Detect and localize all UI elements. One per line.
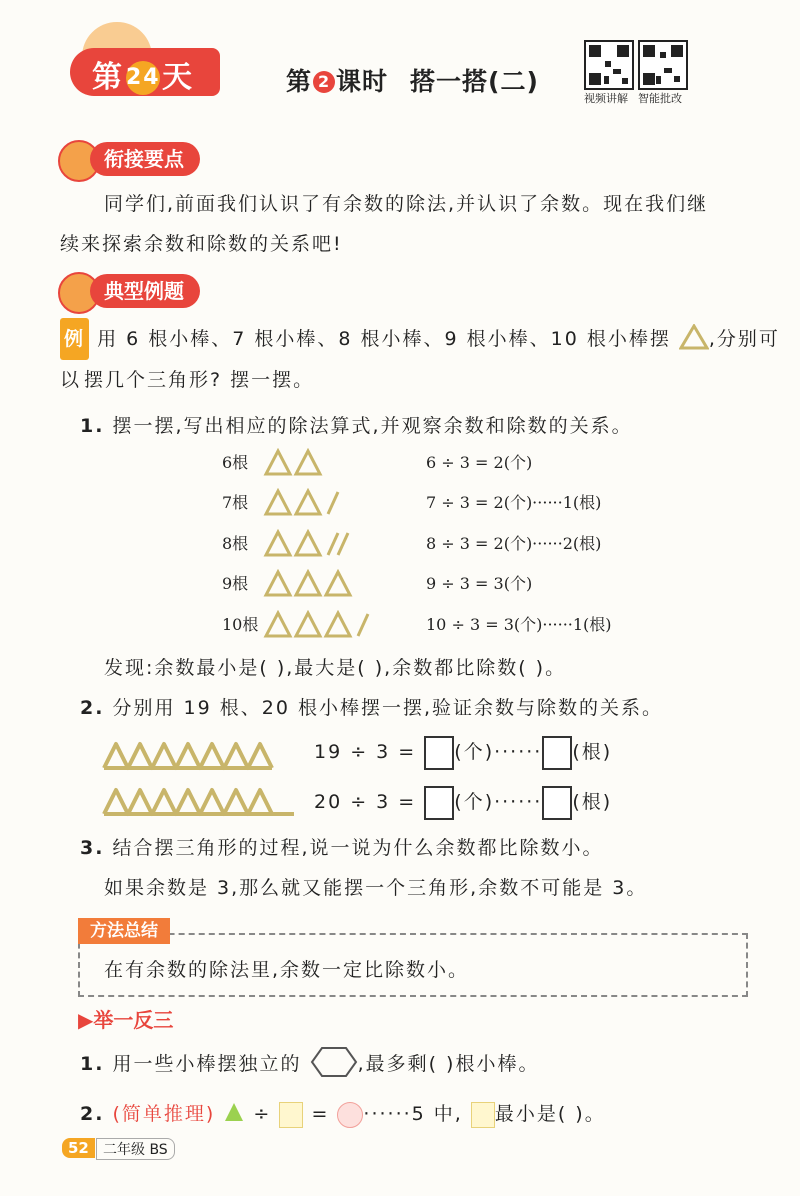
qr-label-grading: 智能批改 [638, 92, 682, 105]
triangle-shape-icon [223, 1101, 245, 1123]
lesson-name: 搭一搭(二) [410, 67, 539, 96]
qr-code-grading[interactable] [638, 40, 688, 90]
lesson-title: 第 2 课时 搭一搭(二) [286, 67, 539, 96]
example-badge: 例 [60, 318, 89, 360]
stick-triangle [266, 613, 290, 636]
row-label: 6根 [222, 453, 249, 472]
stick-triangle [296, 613, 320, 636]
stick-triangle [266, 451, 290, 474]
answer-box-20-quotient[interactable] [424, 786, 454, 820]
stick-figure [262, 569, 402, 599]
stick-triangle [296, 491, 320, 514]
question-3: 3. 结合摆三角形的过程,说一说为什么余数都比除数小。 [80, 837, 604, 859]
practice-q2-tag: (简单推理) [112, 1103, 216, 1125]
qr-icon [640, 42, 686, 88]
day-prefix: 第 [92, 60, 124, 95]
example-statement-line1: 例 用 6 根小棒、7 根小棒、8 根小棒、9 根小棒、10 根小棒摆 ,分别可以 [60, 318, 780, 400]
leftover-stick [358, 614, 368, 636]
equation-20: 20 ÷ 3 = (个)······ (根) [314, 782, 612, 822]
day-label [92, 52, 194, 96]
stick-triangle [266, 491, 290, 514]
intro-heading: 衔接要点 [90, 142, 200, 176]
qr-code-video[interactable] [584, 40, 634, 90]
row-label: 9根 [222, 574, 249, 593]
answer-box-20-remainder[interactable] [542, 786, 572, 820]
square-shape-icon [279, 1102, 303, 1128]
stick-triangle [296, 532, 320, 555]
finding-text: 发现:余数最小是( ),最大是( ),余数都比除数( )。 [104, 657, 567, 679]
practice-q2: 2. (简单推理) ÷ = ······5 中, 最小是( )。 [80, 1094, 780, 1134]
stick-triangle [296, 572, 320, 595]
stick-triangle [266, 532, 290, 555]
intro-text-line1: 同学们,前面我们认识了有余数的除法,并认识了余数。现在我们继 [104, 193, 709, 215]
stick-figure [262, 488, 402, 518]
page-number: 52 [62, 1138, 95, 1158]
grade-label: 二年级 BS [96, 1138, 175, 1160]
row-label: 8根 [222, 534, 249, 553]
stick-figure [262, 610, 402, 640]
practice-q1: 1. 用一些小棒摆独立的 ,最多剩( )根小棒。 [80, 1044, 780, 1084]
qr-icon [586, 42, 632, 88]
leftover-stick [338, 533, 348, 555]
equation-19: 19 ÷ 3 = (个)······ (根) [314, 732, 612, 772]
row-equation: 8 ÷ 3 = 2(个)······2(根) [426, 534, 602, 553]
answer-box-19-quotient[interactable] [424, 736, 454, 770]
stick-triangle [326, 572, 350, 595]
answer-box-19-remainder[interactable] [542, 736, 572, 770]
lesson-number: 2 [313, 71, 335, 93]
question-3-answer: 如果余数是 3,那么就又能摆一个三角形,余数不可能是 3。 [104, 877, 648, 899]
row-equation: 9 ÷ 3 = 3(个) [426, 574, 533, 593]
triangles-20-sticks [100, 784, 300, 818]
stick-triangle [326, 613, 350, 636]
method-text: 在有余数的除法里,余数一定比除数小。 [104, 959, 470, 981]
triangle-stick-icon [679, 324, 709, 350]
day-suffix: 天 [162, 60, 194, 95]
row-equation: 7 ÷ 3 = 2(个)······1(根) [426, 493, 602, 512]
qr-label-video: 视频讲解 [584, 92, 628, 105]
hexagon-stick-icon [310, 1045, 358, 1079]
method-tag: 方法总结 [78, 918, 170, 944]
stick-triangle [266, 572, 290, 595]
leftover-stick [328, 533, 338, 555]
row-equation: 10 ÷ 3 = 3(个)······1(根) [426, 615, 612, 634]
leftover-stick [328, 492, 338, 514]
practice-heading: ▶举一反三 [78, 1008, 174, 1032]
question-1: 1. 摆一摆,写出相应的除法算式,并观察余数和除数的关系。 [80, 415, 633, 437]
intro-text-line2: 续来探索余数和除数的关系吧! [60, 233, 343, 255]
example-heading: 典型例题 [90, 274, 200, 308]
question-2: 2. 分别用 19 根、20 根小棒摆一摆,验证余数与除数的关系。 [80, 697, 664, 719]
stick-triangle [296, 451, 320, 474]
triangles-19-sticks [100, 738, 290, 772]
play-icon: ▶ [78, 1008, 94, 1032]
row-label: 10根 [222, 615, 259, 634]
stick-figure [262, 448, 402, 478]
example-statement-line2: 摆几个三角形? 摆一摆。 [84, 369, 315, 391]
row-equation: 6 ÷ 3 = 2(个) [426, 453, 533, 472]
day-number: 24 [126, 61, 160, 95]
circle-shape-icon [337, 1102, 363, 1128]
stick-figure [262, 529, 402, 559]
square-shape-icon [471, 1102, 495, 1128]
row-label: 7根 [222, 493, 249, 512]
